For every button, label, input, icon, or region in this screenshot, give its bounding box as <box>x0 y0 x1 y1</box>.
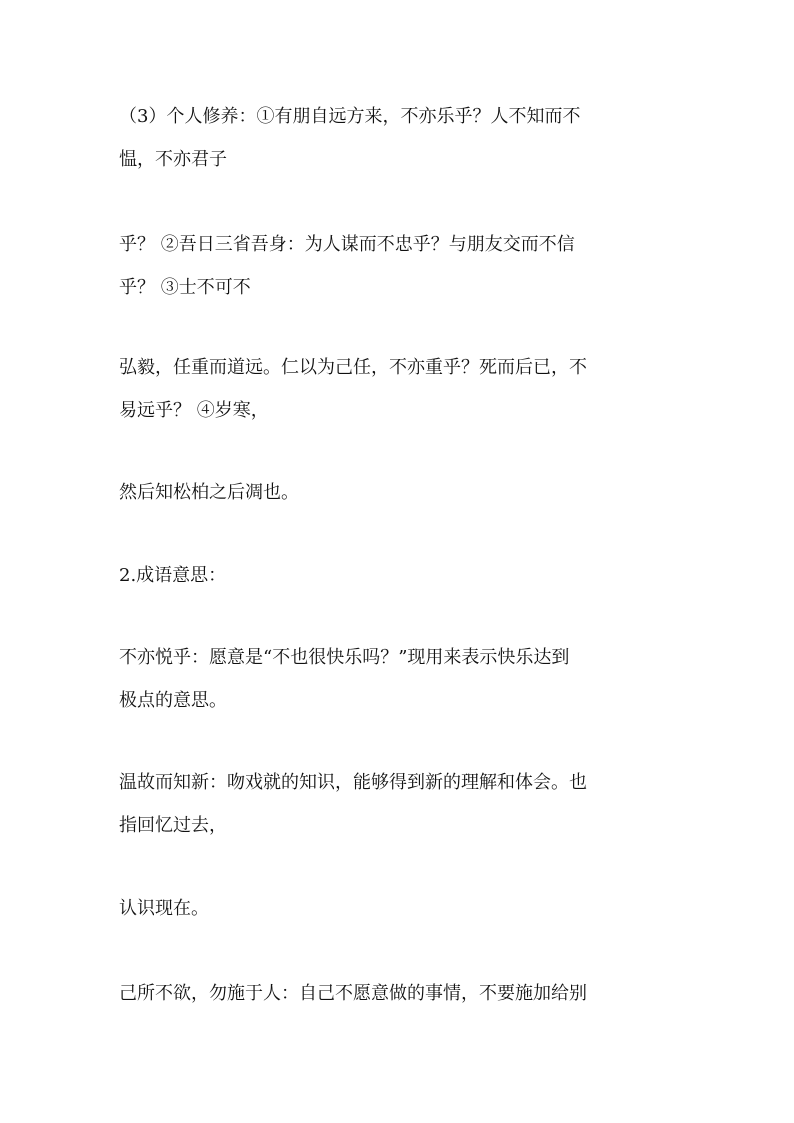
text-line: 指回忆过去， <box>119 815 227 836</box>
text-line: 易远乎？ ④岁寒， <box>119 400 269 421</box>
text-line: 2.成语意思： <box>119 565 227 586</box>
text-line: 不亦悦乎：愿意是“不也很快乐吗？”现用来表示快乐达到 <box>119 647 570 668</box>
text-line: 己所不欲，勿施于人：自己不愿意做的事情，不要施加给别 <box>119 983 587 1004</box>
paragraph-pine-cypress <box>119 471 679 514</box>
text-line: 认识现在。 <box>119 898 209 919</box>
paragraph-idiom-joy <box>119 636 679 722</box>
paragraph-three-reflections <box>119 223 679 309</box>
paragraph-heavy-burden <box>119 346 679 432</box>
text-line: 乎？ ③士不可不 <box>119 277 251 298</box>
text-line: 极点的意思。 <box>119 690 227 711</box>
paragraph-understand-present <box>119 887 679 930</box>
text-line: 乎？ ②吾日三省吾身：为人谋而不忠乎？与朋友交而不信 <box>119 234 575 255</box>
text-line: 温故而知新：吻戏就的知识，能够得到新的理解和体会。也 <box>119 772 587 793</box>
paragraph-personal-cultivation <box>119 95 679 181</box>
text-line: 然后知松柏之后凋也。 <box>119 482 299 503</box>
section-heading-idiom-meanings <box>119 554 679 597</box>
text-line: 弘毅，任重而道远。仁以为己任，不亦重乎？死而后已，不 <box>119 357 587 378</box>
paragraph-idiom-golden-rule <box>119 972 679 1015</box>
text-line: （3）个人修养：①有朋自远方来，不亦乐乎？人不知而不 <box>119 106 581 127</box>
text-line: 愠，不亦君子 <box>119 149 227 170</box>
paragraph-idiom-review-old <box>119 761 679 847</box>
